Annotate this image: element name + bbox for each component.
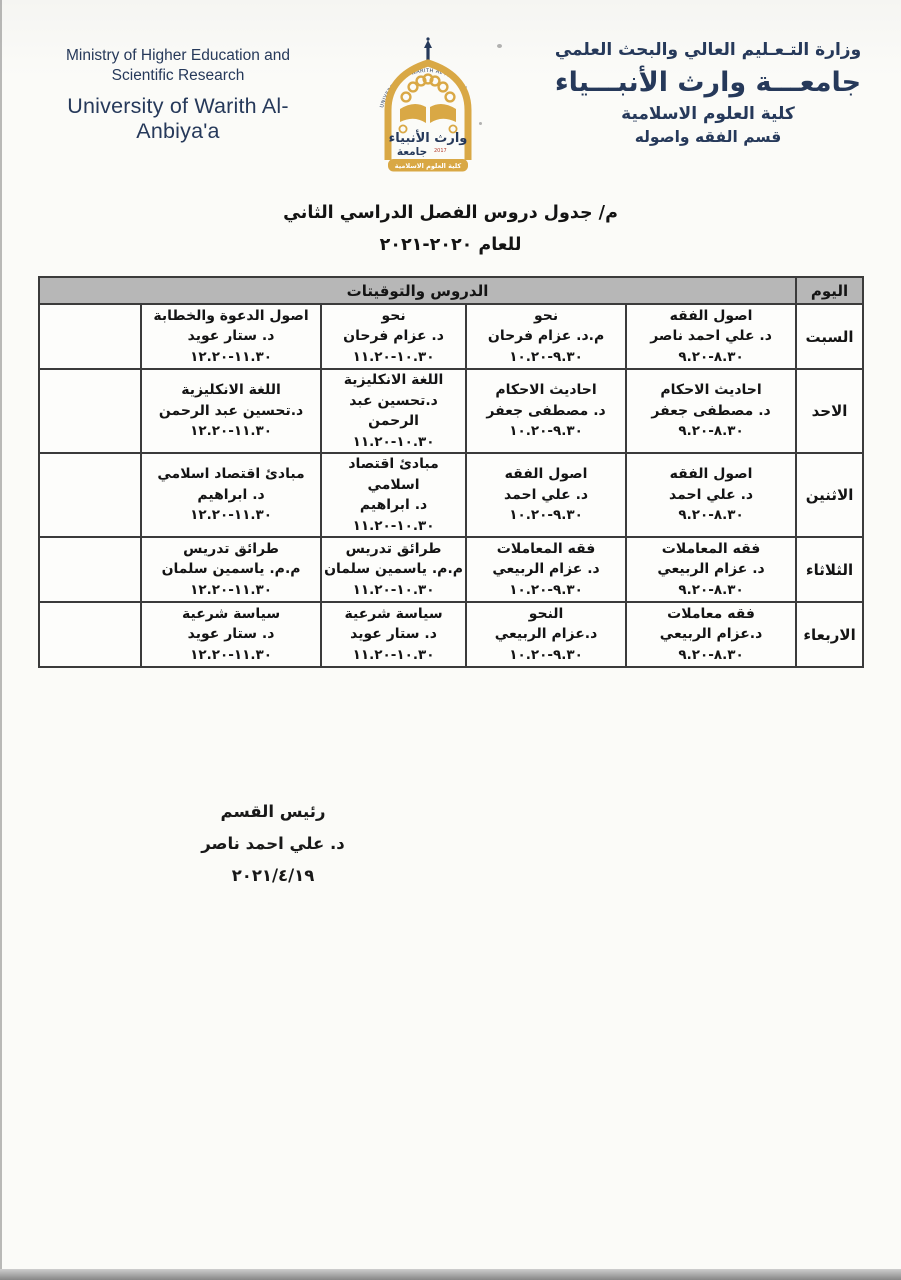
university-name-ar: جامعـــة وارث الأنبـــياء (554, 67, 862, 98)
lesson-teacher: د. علي احمد (504, 486, 589, 503)
table-row-monday (39, 453, 863, 537)
lesson-subject: اصول الفقه (669, 307, 753, 324)
lesson-cell (466, 453, 626, 537)
lesson-teacher: م.د. عزام فرحان (487, 328, 605, 345)
university-logo (366, 36, 490, 178)
table-row-tuesday (39, 537, 863, 602)
minaret-icon (424, 37, 432, 62)
empty-cell (39, 304, 141, 369)
scan-speck (479, 122, 482, 125)
lesson-teacher: د. مصطفى جعفر (486, 402, 606, 419)
lesson-subject: اللغة الانكليزية (343, 372, 444, 388)
lesson-time: ١١.٣٠-١٢.٢٠ (190, 507, 272, 524)
lesson-subject: اللغة الانكليزية (181, 382, 281, 399)
title-line1: م/ جدول دروس الفصل الدراسي الثاني (283, 203, 618, 223)
lesson-teacher: د. مصطفى جعفر (651, 402, 771, 419)
signature-block (164, 796, 382, 893)
lesson-time: ١١.٣٠-١٢.٢٠ (190, 581, 272, 598)
lesson-subject: فقه المعاملات (496, 540, 596, 557)
lesson-subject: طرائق تدريس (183, 540, 279, 557)
lesson-teacher: د.عزام الربيعي (659, 626, 763, 643)
table-header-row (39, 277, 863, 304)
university-logo-svg (366, 36, 490, 178)
scan-speck (497, 44, 502, 48)
lesson-cell (321, 304, 466, 369)
department-name-ar: قسم الفقه واصوله (634, 128, 782, 146)
lesson-cell (466, 304, 626, 369)
lesson-teacher: د. ستار عويد (187, 328, 275, 345)
lesson-subject: سياسة شرعية (181, 605, 281, 622)
lesson-cell (626, 369, 796, 453)
lesson-teacher: د. علي احمد ناصر (650, 328, 772, 345)
lesson-time: ٩.٣٠-١٠.٢٠ (509, 348, 583, 365)
empty-cell (39, 369, 141, 453)
lesson-cell (141, 304, 321, 369)
schedule-table (38, 276, 864, 668)
lesson-cell (466, 369, 626, 453)
ministry-name-en-line2: Scientific Research (111, 67, 245, 85)
logo-est-year: 2017 (434, 148, 447, 154)
title-line2: للعام ٢٠٢٠-٢٠٢١ (379, 234, 522, 255)
signature-date: ٢٠٢١/٤/١٩ (231, 866, 315, 886)
empty-cell (39, 537, 141, 602)
signature-name: د. علي احمد ناصر (201, 834, 345, 854)
lesson-teacher: د. ابراهيم (359, 497, 428, 513)
lesson-teacher: د.تحسين عبد الرحمن (349, 392, 438, 429)
day-column-header: اليوم (796, 277, 863, 304)
lesson-teacher: د. ستار عويد (350, 626, 437, 643)
lesson-time: ١٠.٣٠-١١.٢٠ (352, 517, 435, 534)
lesson-time: ٩.٣٠-١٠.٢٠ (509, 581, 583, 598)
lesson-teacher: م.م. ياسمين سلمان (161, 561, 301, 578)
lesson-teacher: د. عزام فرحان (343, 328, 444, 345)
ministry-name-en-line1: Ministry of Higher Education and (65, 47, 290, 64)
document-title (0, 198, 901, 261)
lesson-cell (321, 602, 466, 667)
lesson-time: ١٠.٣٠-١١.٢٠ (352, 646, 435, 663)
lesson-teacher: د. عزام الربيعي (492, 561, 600, 578)
lesson-cell (321, 369, 466, 453)
signature-title: رئيس القسم (220, 802, 326, 821)
lesson-cell (626, 537, 796, 602)
lesson-subject: سياسة شرعية (344, 605, 443, 622)
lesson-cell (626, 304, 796, 369)
open-book-icon (400, 104, 456, 123)
lesson-time: ١١.٣٠-١٢.٢٠ (190, 348, 272, 365)
lesson-subject: فقه المعاملات (661, 540, 761, 557)
lesson-time: ٨.٣٠-٩.٢٠ (678, 581, 744, 598)
lesson-cell (321, 537, 466, 602)
lesson-cell (141, 453, 321, 537)
lesson-cell (321, 453, 466, 537)
lesson-subject: اصول الفقه (504, 466, 588, 483)
lesson-time: ١٠.٣٠-١١.٢٠ (352, 433, 435, 450)
domes-chain-icon (402, 75, 455, 102)
lesson-cell (141, 537, 321, 602)
scan-bottom-edge (0, 1269, 901, 1280)
lesson-time: ١٠.٣٠-١١.٢٠ (352, 348, 435, 365)
empty-cell (39, 453, 141, 537)
letterhead-arabic (538, 40, 878, 146)
lesson-teacher: د. عزام الربيعي (657, 561, 765, 578)
lessons-column-header: الدروس والتوقيتات (39, 277, 796, 304)
lesson-subject: اصول الفقه (669, 466, 753, 483)
logo-ribbon-text: كلية العلوم الاسلامية (394, 162, 462, 170)
lesson-cell (141, 369, 321, 453)
lesson-subject: مبادئ اقتصاد اسلامي (157, 466, 305, 483)
lesson-cell (466, 537, 626, 602)
lesson-time: ٩.٣٠-١٠.٢٠ (509, 646, 583, 663)
lesson-cell (626, 453, 796, 537)
lesson-teacher: د. ابراهيم (197, 486, 265, 503)
scan-left-edge (0, 0, 2, 1280)
lesson-teacher: د.تحسين عبد الرحمن (158, 402, 304, 419)
day-cell: السبت (796, 304, 863, 369)
lesson-subject: فقه معاملات (667, 605, 755, 622)
lesson-subject: طرائق تدريس (345, 540, 442, 557)
letterhead-english (28, 46, 328, 144)
day-cell: الاحد (796, 369, 863, 453)
lesson-teacher: م.م. ياسمين سلمان (324, 561, 464, 578)
day-cell: الاربعاء (796, 602, 863, 667)
lesson-teacher: د. ستار عويد (187, 626, 275, 643)
lesson-time: ٨.٣٠-٩.٢٠ (678, 423, 744, 440)
lesson-teacher: د. علي احمد (669, 486, 754, 503)
lesson-time: ١٠.٣٠-١١.٢٠ (352, 581, 435, 598)
lesson-teacher: د.عزام الربيعي (494, 626, 598, 643)
day-cell: الثلاثاء (796, 537, 863, 602)
lesson-time: ١١.٣٠-١٢.٢٠ (190, 423, 272, 440)
college-name-ar: كلية العلوم الاسلامية (621, 104, 795, 124)
lesson-time: ٩.٣٠-١٠.٢٠ (509, 507, 583, 524)
logo-ring-text: UNIVERSITY OF WARITH AL-ANBIYA'A (379, 67, 469, 109)
lesson-subject: اصول الدعوة والخطابة (153, 307, 309, 324)
lesson-cell (626, 602, 796, 667)
lesson-time: ٩.٣٠-١٠.٢٠ (509, 423, 583, 440)
lesson-cell (141, 602, 321, 667)
lesson-time: ٨.٣٠-٩.٢٠ (678, 507, 744, 524)
logo-calligraphy-text: وارث الأنبياء (388, 131, 468, 146)
lesson-subject: نحو (533, 307, 559, 324)
empty-cell (39, 602, 141, 667)
day-cell: الاثنين (796, 453, 863, 537)
lesson-subject: النحو (528, 605, 564, 622)
lesson-subject: احاديث الاحكام (660, 382, 762, 399)
table-row-sunday (39, 369, 863, 453)
university-name-en: University of Warith Al-Anbiya'a (67, 93, 289, 143)
ministry-name-ar: وزارة التـعـليم العالي والبحث العلمي (554, 40, 862, 60)
lesson-time: ١١.٣٠-١٢.٢٠ (190, 646, 272, 663)
lesson-cell (466, 602, 626, 667)
lesson-time: ٨.٣٠-٩.٢٠ (678, 348, 744, 365)
lesson-subject: احاديث الاحكام (495, 382, 597, 399)
lesson-time: ٨.٣٠-٩.٢٠ (678, 646, 744, 663)
lesson-subject: مبادئ اقتصاد اسلامي (348, 456, 439, 493)
logo-seal-word: جامعة (396, 146, 428, 158)
table-row-wednesday (39, 602, 863, 667)
table-row-saturday (39, 304, 863, 369)
lesson-subject: نحو (381, 307, 406, 324)
